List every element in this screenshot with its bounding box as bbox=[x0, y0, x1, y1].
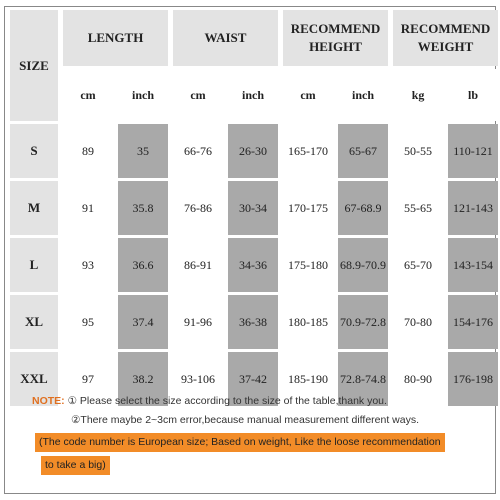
unit-cell: cm bbox=[283, 69, 333, 121]
table-cell: 121-143 bbox=[448, 181, 498, 235]
table-cell: 37-42 bbox=[228, 352, 278, 406]
table-cell: 89 bbox=[63, 124, 113, 178]
recommend-height-header bbox=[283, 10, 388, 66]
recommend-weight-line1: RECOMMEND bbox=[400, 21, 491, 36]
highlight-note bbox=[35, 433, 480, 479]
table-cell: 110-121 bbox=[448, 124, 498, 178]
table-cell: 91-96 bbox=[173, 295, 223, 349]
table-cell: 65-70 bbox=[393, 238, 443, 292]
table-cell: 65-67 bbox=[338, 124, 388, 178]
table-cell: 36-38 bbox=[228, 295, 278, 349]
size-header: SIZE bbox=[10, 10, 58, 121]
table-cell: 70-80 bbox=[393, 295, 443, 349]
table-cell: 185-190 bbox=[283, 352, 333, 406]
table-cell: 36.6 bbox=[118, 238, 168, 292]
note-label: NOTE: bbox=[32, 395, 65, 407]
table-cell: 76-86 bbox=[173, 181, 223, 235]
table-cell: 72.8-74.8 bbox=[338, 352, 388, 406]
length-header: LENGTH bbox=[63, 10, 168, 66]
header-row bbox=[10, 10, 498, 66]
table-cell: 37.4 bbox=[118, 295, 168, 349]
size-label: L bbox=[10, 238, 58, 292]
notes-section bbox=[32, 392, 472, 430]
table-cell: 55-65 bbox=[393, 181, 443, 235]
unit-cell: inch bbox=[228, 69, 278, 121]
table-cell: 93-106 bbox=[173, 352, 223, 406]
size-chart-table bbox=[5, 7, 500, 409]
size-label: M bbox=[10, 181, 58, 235]
table-cell: 97 bbox=[63, 352, 113, 406]
units-row bbox=[10, 69, 498, 121]
table-cell: 95 bbox=[63, 295, 113, 349]
recommend-weight-line2: WEIGHT bbox=[417, 39, 474, 54]
unit-cell: cm bbox=[63, 69, 113, 121]
table-cell: 34-36 bbox=[228, 238, 278, 292]
table-row bbox=[10, 124, 498, 178]
recommend-height-line2: HEIGHT bbox=[309, 39, 362, 54]
size-label: XXL bbox=[10, 352, 58, 406]
table-cell: 35 bbox=[118, 124, 168, 178]
table-cell: 91 bbox=[63, 181, 113, 235]
table-row bbox=[10, 181, 498, 235]
unit-cell: lb bbox=[448, 69, 498, 121]
table-cell: 176-198 bbox=[448, 352, 498, 406]
table-cell: 154-176 bbox=[448, 295, 498, 349]
highlight-line-1: (The code number is European size; Based on weight, Like the loose recommendation bbox=[35, 433, 445, 452]
size-label: S bbox=[10, 124, 58, 178]
note-line-2 bbox=[32, 411, 472, 430]
waist-header: WAIST bbox=[173, 10, 278, 66]
size-label: XL bbox=[10, 295, 58, 349]
note-text-1: ① Please select the size according to the size of the table,thank you. bbox=[67, 395, 387, 407]
note-text-2: ②There maybe 2~3cm error,because manual measurement different ways. bbox=[71, 414, 420, 426]
unit-cell: kg bbox=[393, 69, 443, 121]
table-cell: 35.8 bbox=[118, 181, 168, 235]
table-cell: 170-175 bbox=[283, 181, 333, 235]
recommend-height-line1: RECOMMEND bbox=[290, 21, 381, 36]
table-cell: 50-55 bbox=[393, 124, 443, 178]
table-cell: 26-30 bbox=[228, 124, 278, 178]
table-row bbox=[10, 295, 498, 349]
table-cell: 180-185 bbox=[283, 295, 333, 349]
highlight-line-2: to take a big) bbox=[41, 456, 110, 475]
table-cell: 30-34 bbox=[228, 181, 278, 235]
table-cell: 68.9-70.9 bbox=[338, 238, 388, 292]
unit-cell: inch bbox=[338, 69, 388, 121]
table-cell: 66-76 bbox=[173, 124, 223, 178]
table-cell: 38.2 bbox=[118, 352, 168, 406]
note-line-1 bbox=[32, 392, 472, 411]
unit-cell: cm bbox=[173, 69, 223, 121]
table-cell: 143-154 bbox=[448, 238, 498, 292]
table-cell: 80-90 bbox=[393, 352, 443, 406]
table-cell: 165-170 bbox=[283, 124, 333, 178]
recommend-weight-header bbox=[393, 10, 498, 66]
table-row bbox=[10, 238, 498, 292]
table-cell: 86-91 bbox=[173, 238, 223, 292]
table-cell: 67-68.9 bbox=[338, 181, 388, 235]
unit-cell: inch bbox=[118, 69, 168, 121]
table-cell: 93 bbox=[63, 238, 113, 292]
table-cell: 70.9-72.8 bbox=[338, 295, 388, 349]
table-cell: 175-180 bbox=[283, 238, 333, 292]
